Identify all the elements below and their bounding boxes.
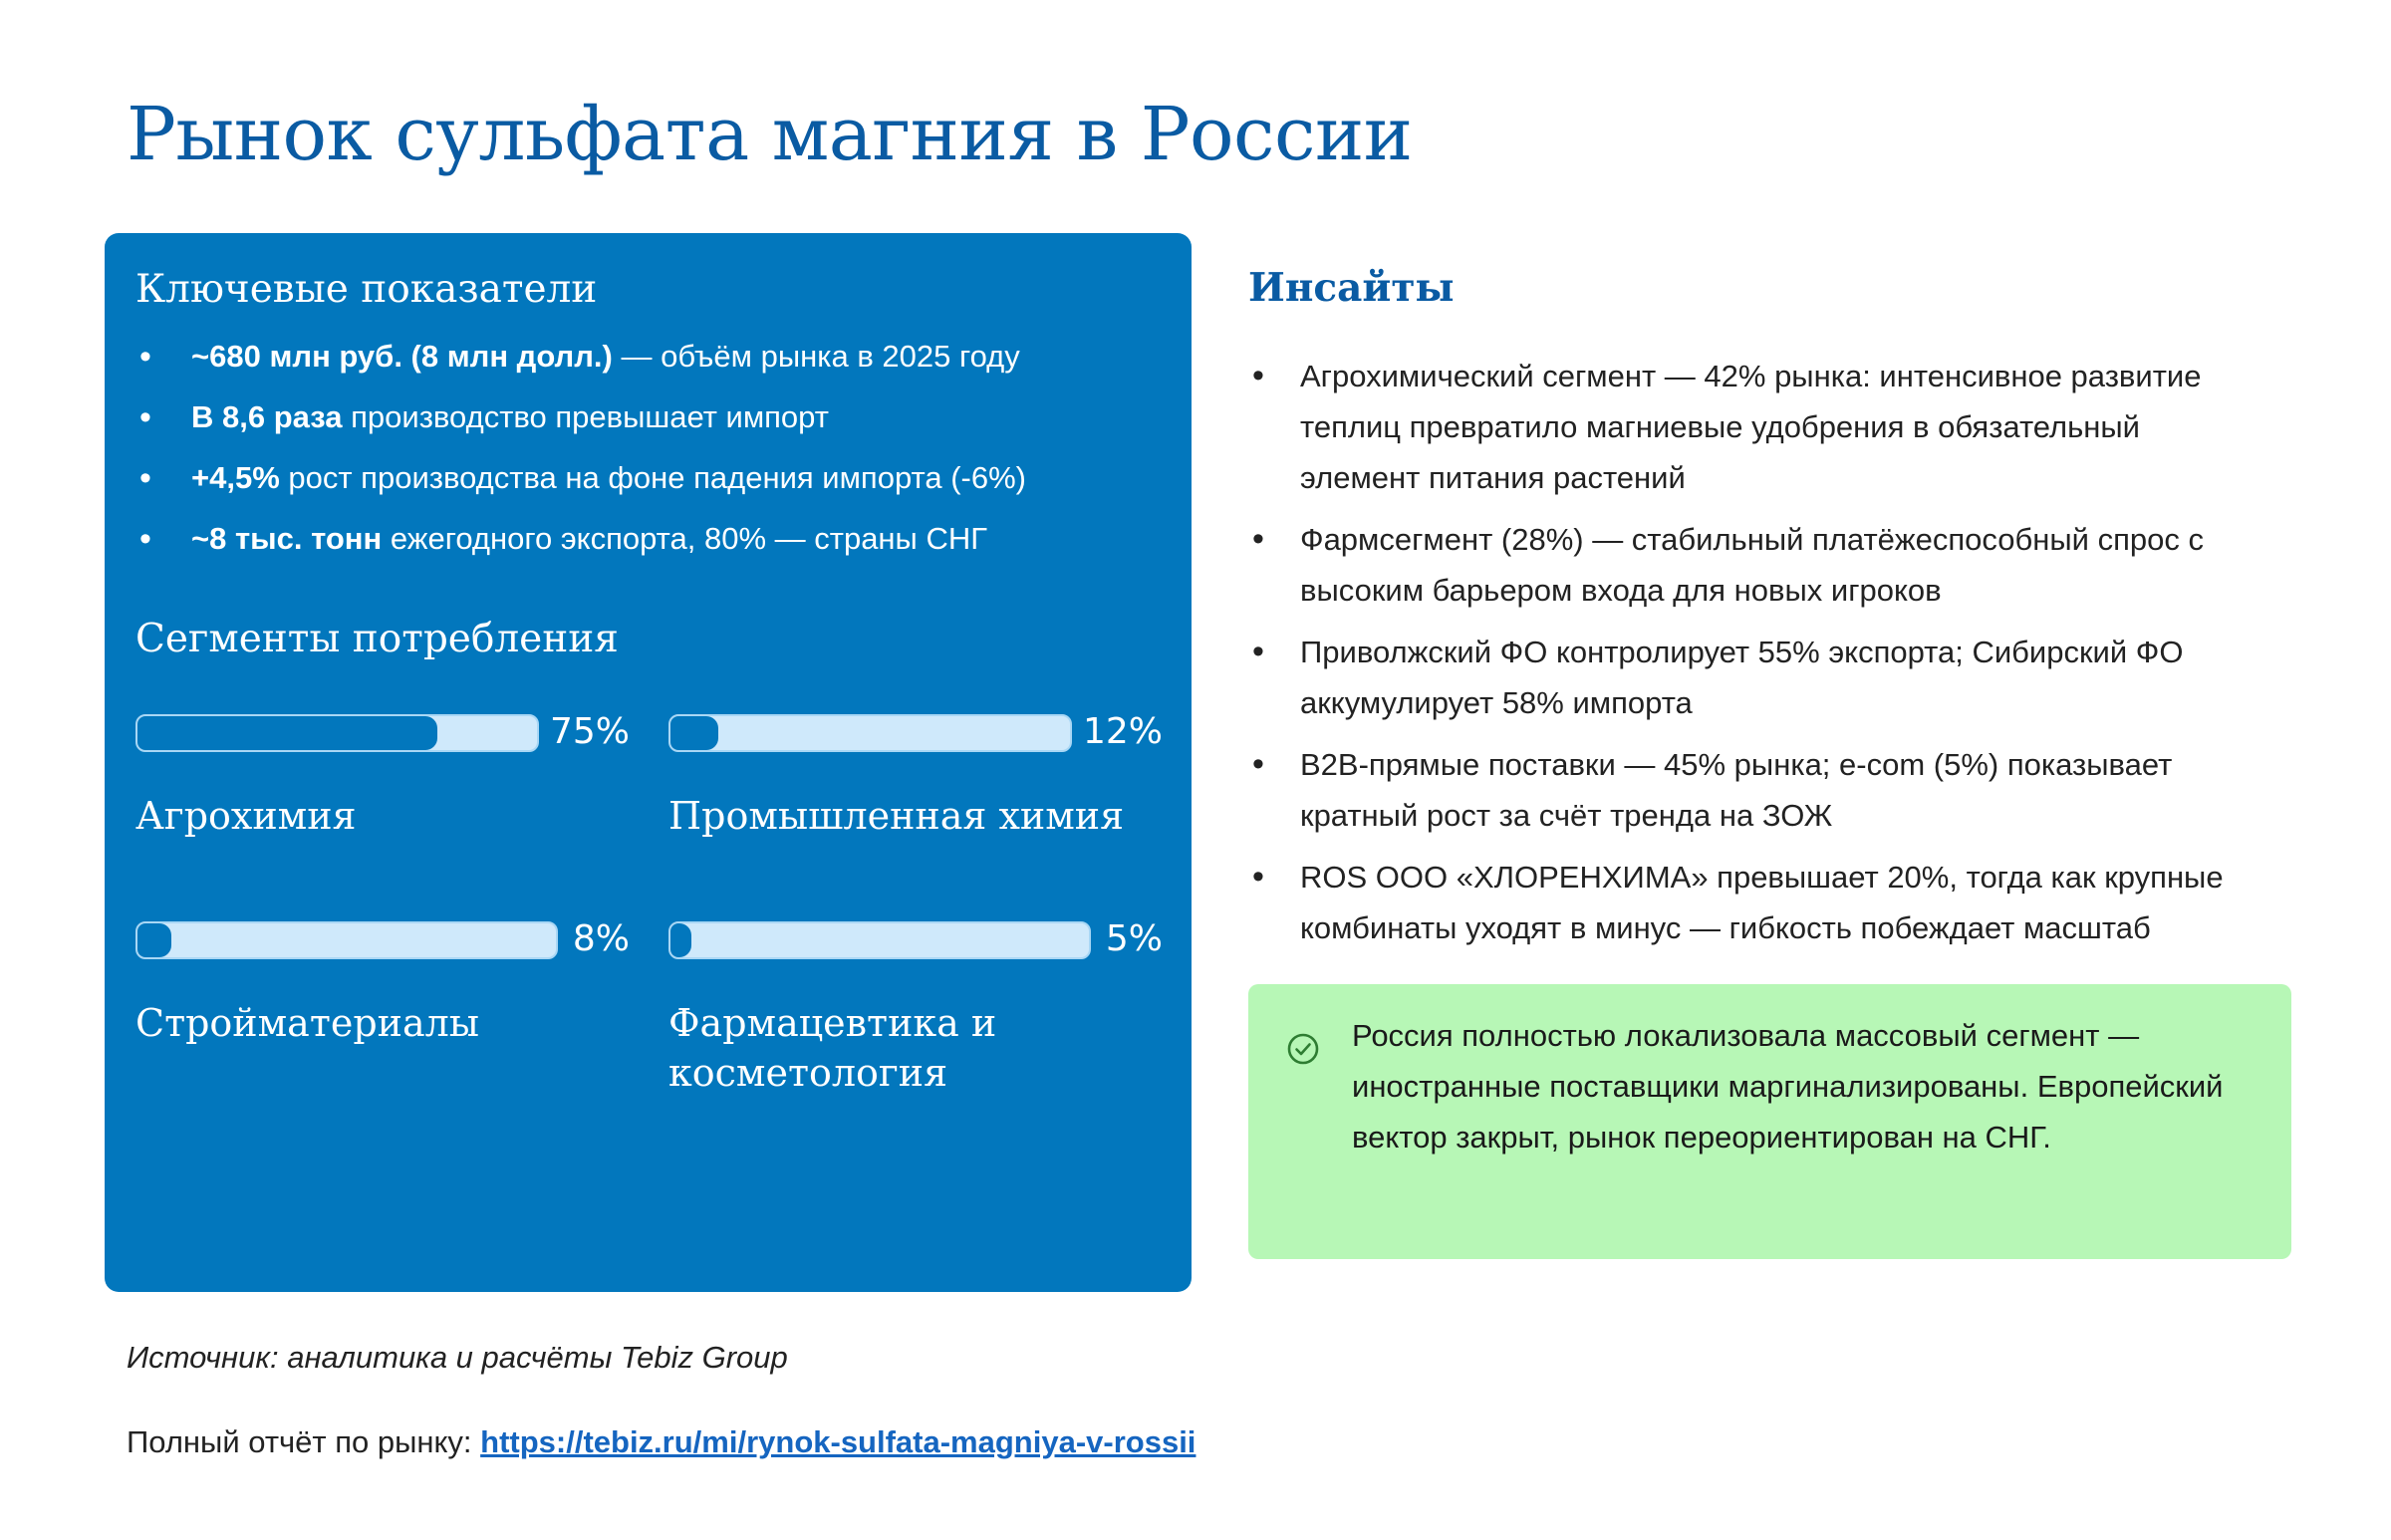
segment-name: Промышленная химия xyxy=(668,794,1125,838)
segment-bar-track xyxy=(668,921,1091,959)
segment-bar-track xyxy=(135,714,539,752)
segment-percent: 5% xyxy=(1105,918,1163,959)
report-link[interactable]: https://tebiz.ru/mi/rynok-sulfata-magniya-v-rossii xyxy=(480,1424,1196,1459)
check-circle-icon xyxy=(1286,1032,1320,1066)
page-title: Рынок сульфата магния в России xyxy=(127,92,1413,177)
key-metrics-heading: Ключевые показатели xyxy=(135,267,598,312)
segment-name: Фармацевтика и косметология xyxy=(668,1001,997,1095)
key-metrics-list xyxy=(135,337,1172,580)
metric-value: ~680 млн руб. (8 млн долл.) xyxy=(191,339,613,374)
conclusion-callout xyxy=(1248,984,2291,1259)
segment-bar-track xyxy=(668,714,1072,752)
segment-pharma-cosmetics xyxy=(638,918,1163,1095)
metric-text: рост производства на фоне падения импорта (-6%) xyxy=(279,460,1026,495)
source-note: Источник: аналитика и расчёты Tebiz Group xyxy=(127,1340,788,1375)
segment-bar-fill xyxy=(137,923,171,957)
metric-text: — объём рынка в 2025 году xyxy=(612,339,1020,374)
metric-item xyxy=(135,337,1172,397)
insight-item: • ROS ООО «ХЛОРЕНХИМА» превышает 20%, тогда как крупные комбинаты уходят в минус — гибкость побеждает масштаб xyxy=(1248,852,2255,953)
insights-list xyxy=(1248,351,2255,964)
segment-bar-track xyxy=(135,921,558,959)
segments-heading: Сегменты потребления xyxy=(135,617,619,661)
insight-item: • Агрохимический сегмент — 42% рынка: интенсивное развитие теплиц превратило магниевые удобрения в обязательный элемент питания растений xyxy=(1248,351,2255,503)
segment-agrochemistry xyxy=(105,711,630,838)
segment-percent: 8% xyxy=(572,918,630,959)
insight-item: • Фармсегмент (28%) — стабильный платёжеспособный спрос с высоким барьером входа для новых игроков xyxy=(1248,514,2255,616)
segment-name: Стройматериалы xyxy=(135,1001,480,1045)
metric-value: ~8 тыс. тонн xyxy=(191,521,383,556)
metric-text: производство превышает импорт xyxy=(342,399,829,434)
segment-bar-fill xyxy=(670,716,718,750)
metric-value: В 8,6 раза xyxy=(191,399,343,434)
key-metrics-panel xyxy=(105,233,1192,1292)
segment-bar-fill xyxy=(137,716,437,750)
insights-heading: Инсайты xyxy=(1248,265,1455,311)
insight-item: • Приволжский ФО контролирует 55% экспорта; Сибирский ФО аккумулирует 58% импорта xyxy=(1248,627,2255,728)
segment-industrial-chemistry xyxy=(638,711,1163,838)
insight-item: • B2B-прямые поставки — 45% рынка; e-com (5%) показывает кратный рост за счёт тренда на ЗОЖ xyxy=(1248,739,2255,841)
segment-percent: 75% xyxy=(549,711,630,752)
segment-bar-fill xyxy=(670,923,691,957)
metric-item xyxy=(135,397,1172,458)
callout-text: Россия полностью локализовала массовый сегмент — иностранные поставщики маргинализированы. Европейский вектор закрыт, рынок переориентирован на СНГ. xyxy=(1352,1018,2224,1155)
metric-item xyxy=(135,519,1172,580)
segment-name: Агрохимия xyxy=(135,794,357,838)
report-line xyxy=(127,1424,1196,1460)
metric-item xyxy=(135,458,1172,519)
report-label: Полный отчёт по рынку: xyxy=(127,1424,481,1459)
metric-text: ежегодного экспорта, 80% — страны СНГ xyxy=(382,521,988,556)
metric-value: +4,5% xyxy=(191,460,280,495)
segment-building-materials xyxy=(105,918,630,1045)
segment-percent: 12% xyxy=(1082,711,1163,752)
